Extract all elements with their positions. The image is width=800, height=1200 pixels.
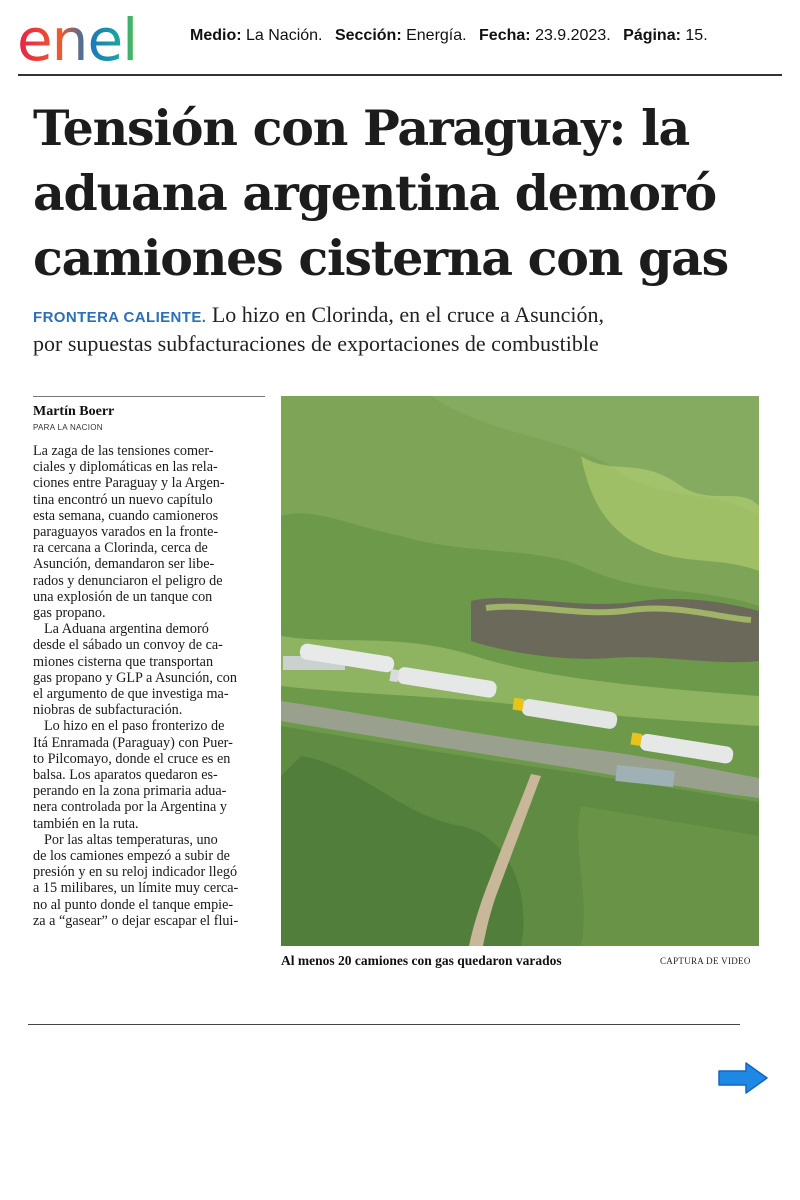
body-line: a 15 milibares, un límite muy cerca-: [33, 880, 239, 897]
footer-divider: [28, 1024, 740, 1025]
body-line: ciones entre Paraguay y la Argen-: [33, 475, 225, 492]
body-line: Lo hizo en el paso fronterizo de: [44, 718, 225, 735]
article-photo: [281, 396, 759, 946]
medio-value: La Nación.: [246, 27, 323, 44]
author-name: Martín Boerr: [33, 404, 115, 419]
article-body: [33, 443, 266, 929]
photo-caption: Al menos 20 camiones con gas quedaron varados: [281, 953, 562, 968]
photo-credit: CAPTURA DE VIDEO: [660, 956, 751, 966]
body-line: miones cisterna que transportan: [33, 653, 214, 670]
body-line: Asunción, demandaron ser libe-: [33, 556, 215, 573]
body-line: no al punto donde el tanque empie-: [33, 896, 234, 913]
pagina-label: Página:: [623, 27, 681, 44]
body-line: Por las altas temperaturas, uno: [44, 831, 218, 848]
headline-line: camiones cisterna con gas: [33, 229, 729, 287]
medio-label: Medio:: [190, 27, 242, 44]
logo-wordmark: enel: [17, 8, 138, 66]
body-line: perando en la zona primaria adua-: [33, 783, 227, 800]
body-line: nera controlada por la Argentina y: [33, 799, 227, 816]
body-line: balsa. Los aparatos quedaron es-: [33, 767, 218, 784]
body-line: de los camiones empezó a subir de: [33, 848, 230, 865]
body-line: ciales y diplomáticas en las rela-: [33, 459, 218, 476]
seccion-label: Sección:: [334, 27, 402, 44]
fecha-value: 23.9.2023.: [535, 27, 611, 44]
body-line: to Pilcomayo, donde el cruce es en: [33, 750, 231, 767]
header-divider: [18, 74, 782, 76]
publication-info: [190, 27, 708, 45]
body-line: gas propano.: [33, 605, 106, 622]
deck-line-1: [33, 302, 778, 331]
fecha-label: Fecha:: [479, 27, 531, 44]
body-line: La zaga de las tensiones comer-: [33, 443, 214, 459]
body-line: za a “gasear” o dejar escapar el flui-: [33, 912, 239, 929]
kicker: FRONTERA CALIENTE.: [33, 309, 207, 326]
body-line: ra cercana a Clorinda, cerca de: [33, 540, 208, 557]
body-line: una explosión de un tanque con: [33, 588, 213, 605]
body-line: gas propano y GLP a Asunción, con: [33, 669, 237, 686]
body-line: rados y denunciaron el peligro de: [33, 572, 223, 589]
body-line: Itá Enramada (Paraguay) con Puer-: [33, 734, 233, 751]
body-line: presión y en su reloj indicador llegó: [33, 864, 238, 881]
enel-logo: [17, 8, 179, 66]
body-line: también en la ruta.: [33, 815, 139, 832]
author-affiliation: PARA LA NACION: [33, 423, 103, 432]
body-line: tina encontró un nuevo capítulo: [33, 491, 213, 508]
headline-line: Tensión con Paraguay: la: [33, 99, 690, 157]
deck-text-1: Lo hizo en Clorinda, en el cruce a Asunción,: [211, 302, 605, 327]
deck-line-2: por supuestas subfacturaciones de exportaciones de combustible: [33, 331, 599, 356]
body-line: paraguayos varados en la fronte-: [33, 524, 219, 541]
body-line: esta semana, cuando camioneros: [33, 507, 219, 524]
article-deck: [33, 302, 778, 357]
seccion-value: Energía.: [406, 27, 467, 44]
article-headline: [33, 96, 773, 291]
byline-divider: [33, 396, 265, 397]
body-line: desde el sábado un convoy de ca-: [33, 637, 223, 654]
body-line: La Aduana argentina demoró: [44, 621, 209, 638]
body-line: el argumento de que investiga ma-: [33, 686, 229, 703]
body-line: niobras de subfacturación.: [33, 702, 183, 719]
pagina-value: 15.: [685, 27, 708, 44]
headline-line: aduana argentina demoró: [33, 164, 716, 222]
arrow-right-icon[interactable]: [716, 1060, 770, 1096]
